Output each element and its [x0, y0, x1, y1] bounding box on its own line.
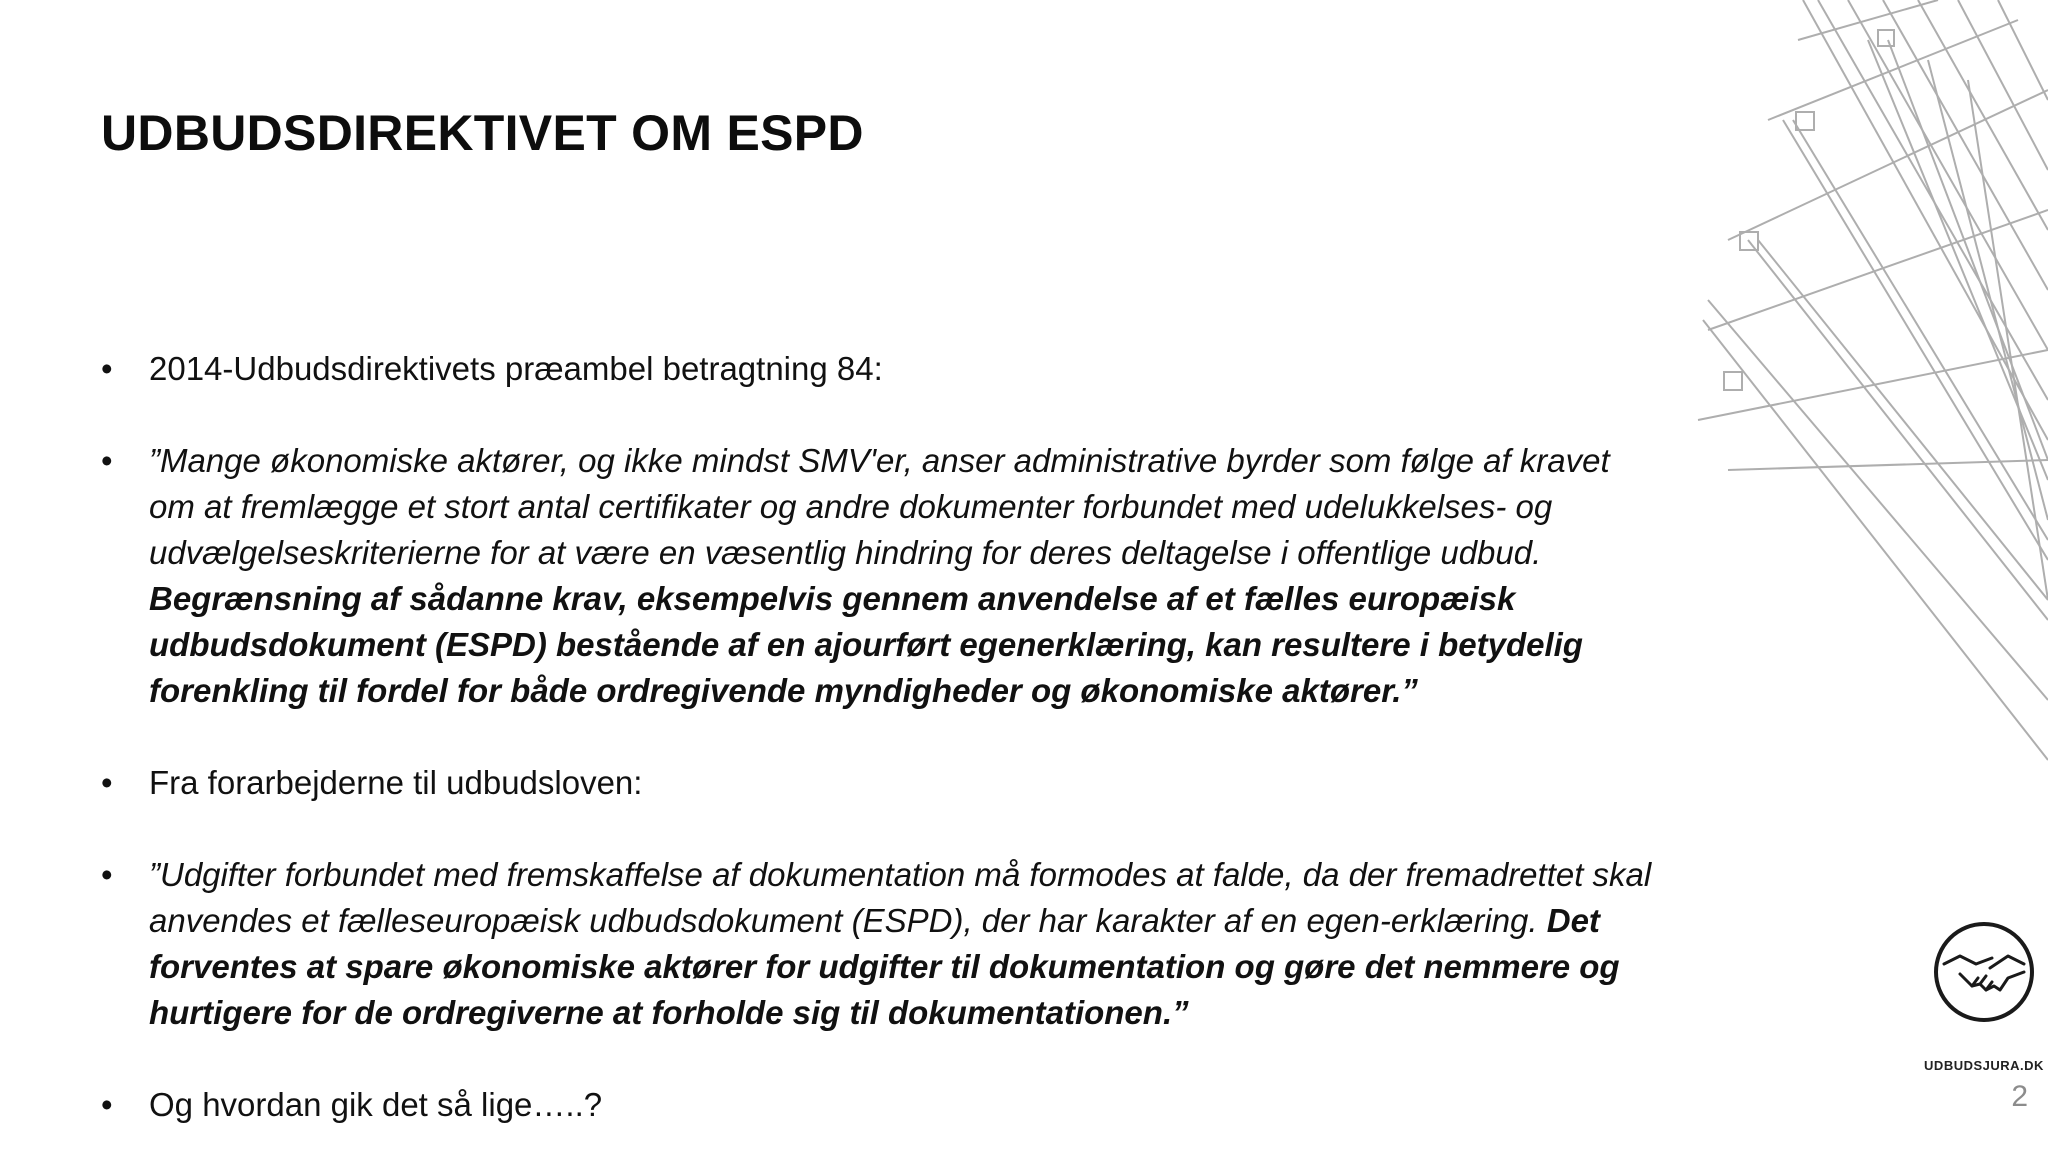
slide-title: UDBUDSDIREKTIVET OM ESPD	[101, 105, 864, 161]
bullet-marker: •	[101, 1086, 113, 1123]
wire-box	[1724, 372, 1742, 390]
bullet-marker: •	[101, 856, 113, 893]
wire-line	[1888, 40, 2048, 460]
bullet-marker: •	[101, 442, 113, 479]
logo-text: UDBUDSJURA.DK	[1924, 1058, 2044, 1073]
wire-line	[1883, 0, 2048, 290]
bullet-item-2	[101, 438, 1661, 714]
bullet-marker: •	[101, 764, 113, 801]
wire-box	[1796, 112, 1814, 130]
bullet-item-5	[101, 1082, 1661, 1128]
quote-bold-text: Det forventes at spare økonomiske aktører for udgifter til dokumentation og gøre det nemmere og hurtigere for de ordregiverne at forholde sig til dokumentationen.”	[149, 902, 1620, 1031]
bullet-item-3	[101, 760, 1661, 806]
wire-line	[1928, 60, 2048, 520]
quote-italic-text: ”Udgifter forbundet med fremskaffelse af dokumentation må formodes at falde, da der fremadrettet skal anvendes et fælleseuropæisk udbudsdokument (ESPD), der har karakter af en egen-erklæring.	[149, 856, 1652, 939]
wire-line	[1998, 0, 2048, 100]
logo-ring	[1936, 924, 2032, 1020]
bullet-item-1	[101, 346, 1661, 392]
bullet-text: 2014-Udbudsdirektivets præambel betragtning 84:	[149, 350, 883, 387]
page-number: 2	[2011, 1080, 2028, 1113]
wire-box	[1878, 30, 1894, 46]
quote-bold-text: Begrænsning af sådanne krav, eksempelvis gennem anvendelse af et fælles europæisk udbudsdokument (ESPD) bestående af en ajourført egenerklæring, kan resultere i betydelig forenkling til fordel for både ordregivende myndigheder og økonomiske aktører.”	[149, 580, 1583, 709]
wire-line	[1728, 90, 2048, 240]
bullet-list	[101, 346, 1661, 1128]
handshake-icon	[1920, 912, 2048, 1052]
bullet-item-4	[101, 852, 1661, 1036]
quote-italic-text: ”Mange økonomiske aktører, og ikke mindst SMV'er, anser administrative byrder som følge af kravet om at fremlægge et stort antal certifikater og andre dokumenter forbundet med udelukkelses- og udvælgelseskriterierne for at være en væsentlig hindring for deres deltagelse i offentlige udbud.	[149, 442, 1610, 571]
wire-line	[1728, 460, 2048, 470]
wireframe-decoration	[1688, 0, 2048, 800]
bullet-marker: •	[101, 350, 113, 387]
wire-line	[1758, 240, 2048, 600]
bullet-text: Og hvordan gik det så lige…..?	[149, 1086, 603, 1123]
udbudsjura-logo	[1920, 912, 2048, 1072]
wire-line	[1748, 240, 2048, 620]
wire-line	[1698, 350, 2048, 420]
bullet-text: Fra forarbejderne til udbudsloven:	[149, 764, 643, 801]
